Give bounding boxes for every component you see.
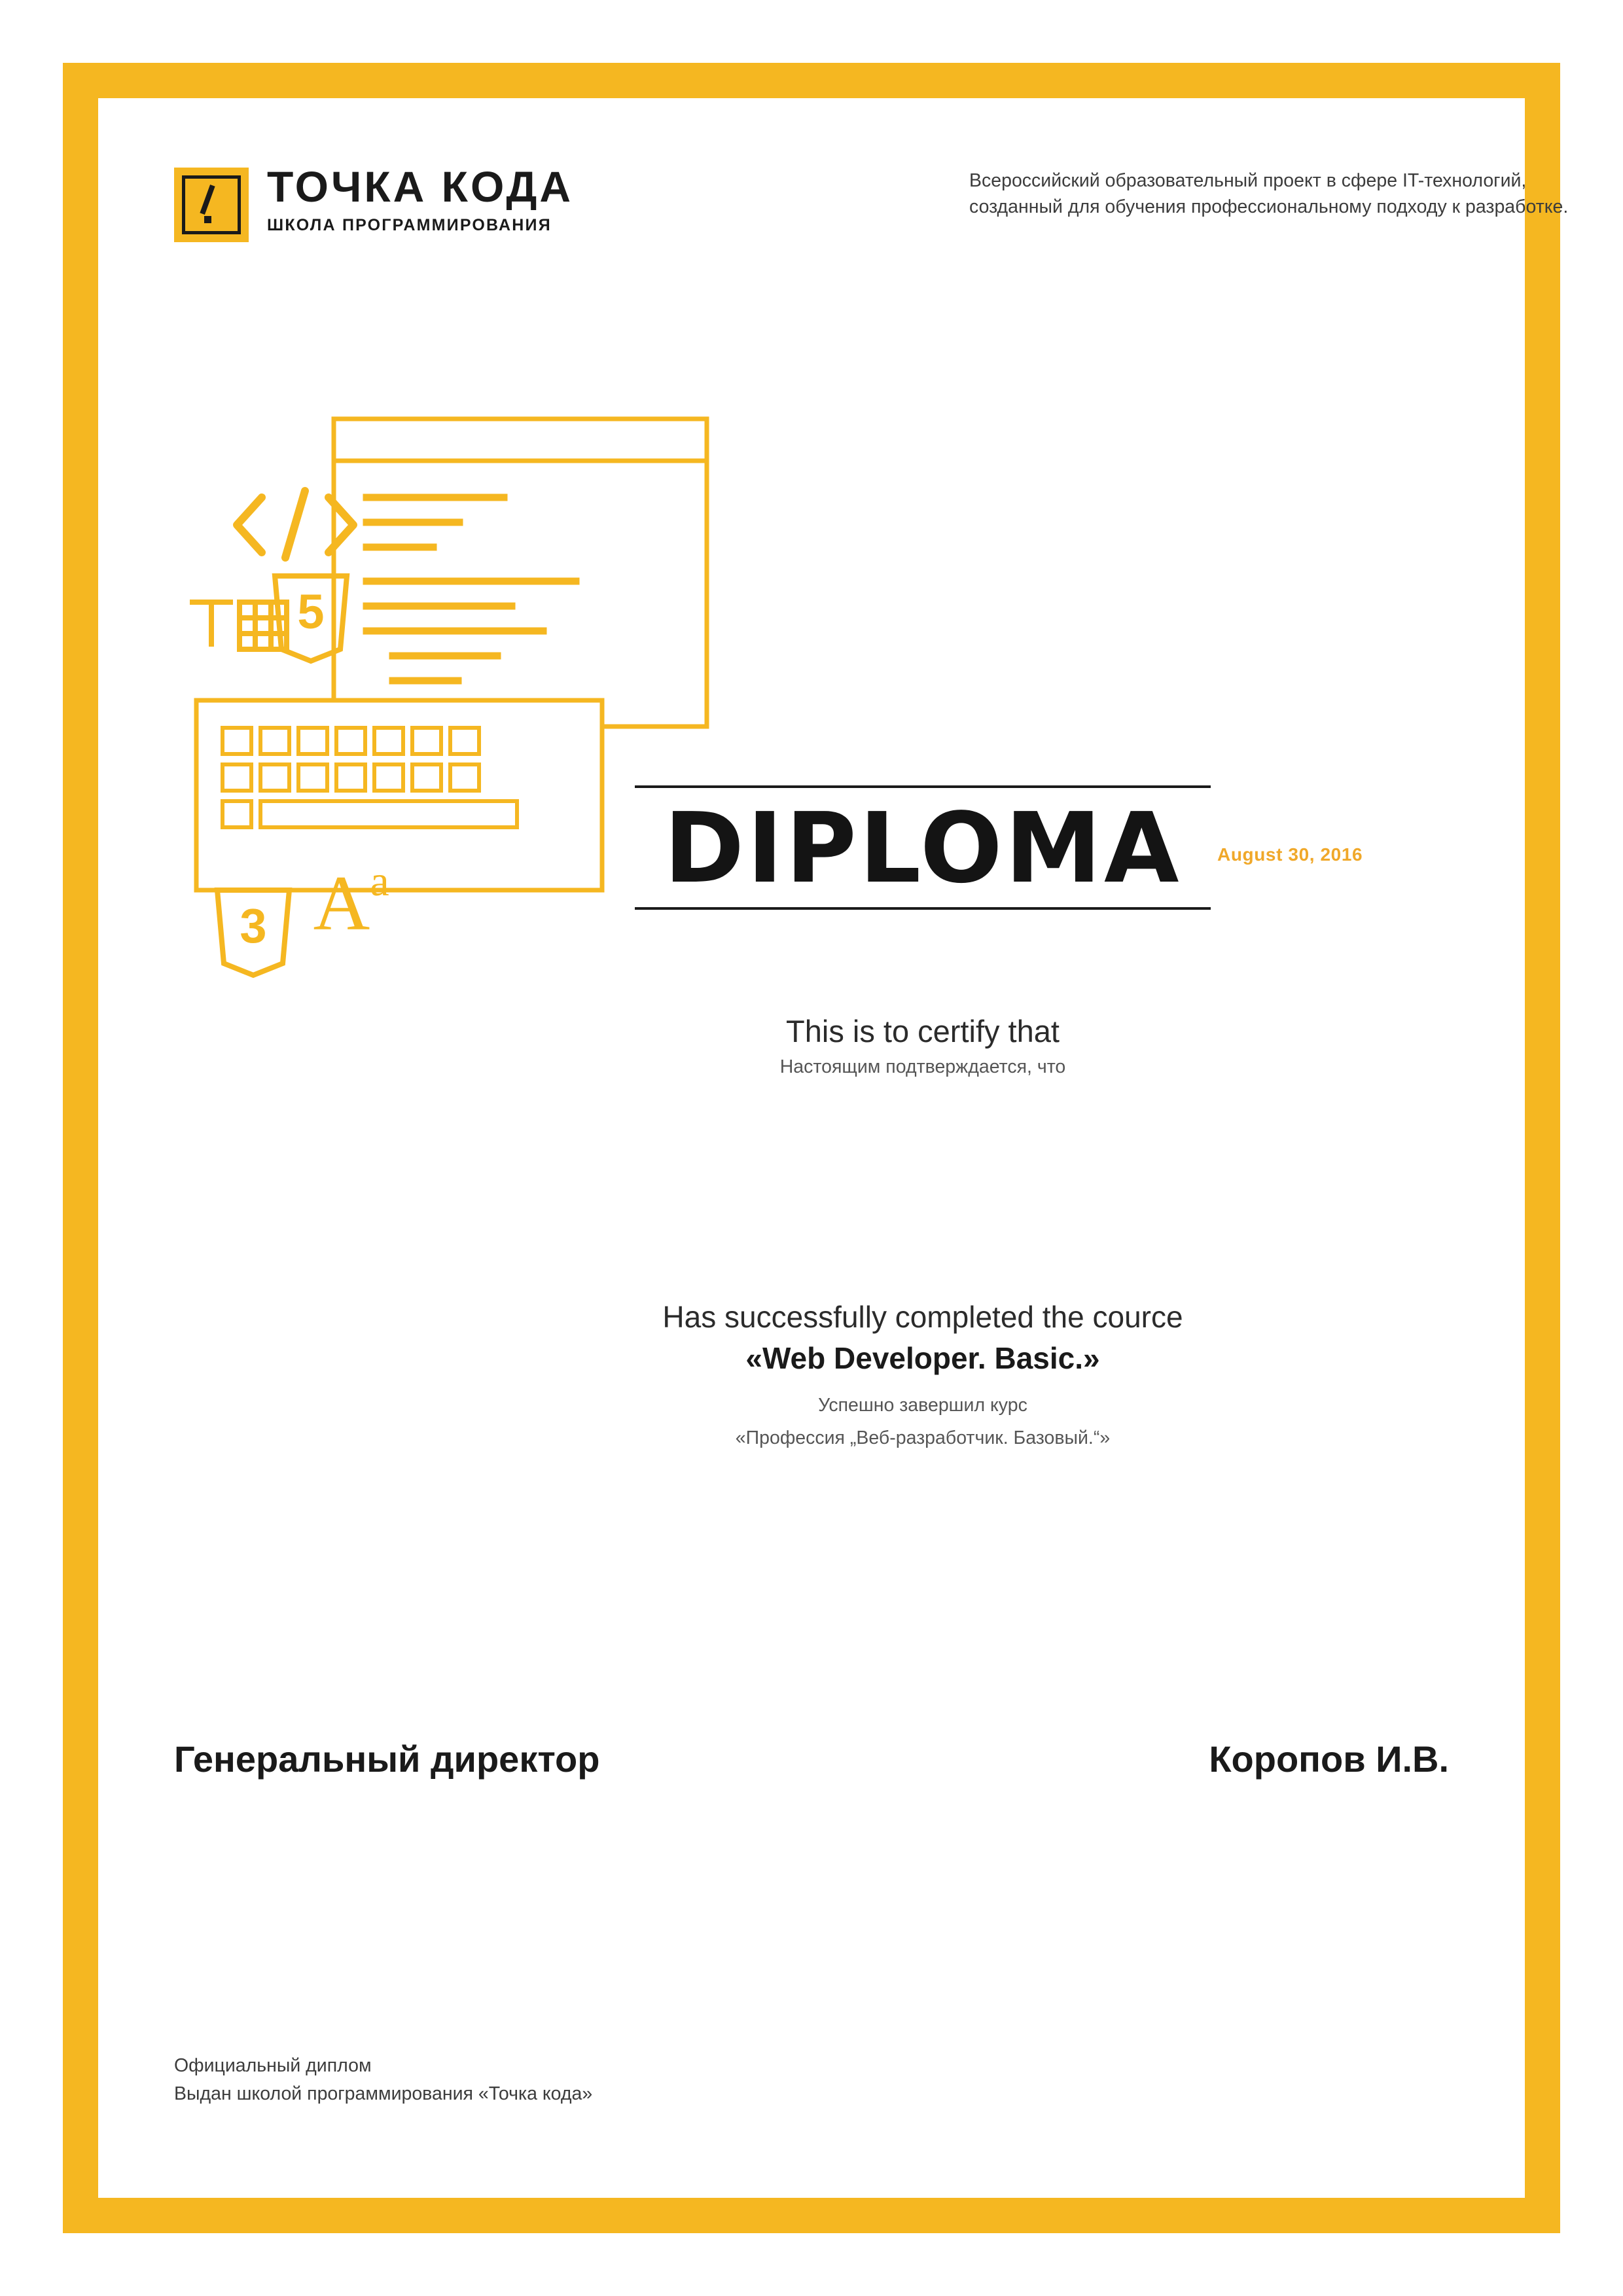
footer-line-2: Выдан школой программирования «Точка кода» (174, 2083, 593, 2104)
svg-text:a: a (370, 857, 389, 905)
diploma-title: DIPLOMA (664, 792, 1182, 905)
course-line-ru: Успешно завершил курс (818, 1395, 1027, 1416)
signatory-name: Коропов И.В. (1209, 1738, 1449, 1780)
recipient-name (628, 1185, 1217, 1230)
footer-line-1: Официальный диплом (174, 2055, 372, 2076)
certify-text-ru: Настоящим подтверждается, что (779, 1056, 1066, 1077)
course-title-en: «Web Developer. Basic.» (745, 1341, 1100, 1375)
footer (174, 2052, 592, 2108)
brand-logo-text (267, 162, 574, 235)
course-title-ru: «Профессия „Веб-разработчик. Базовый.“» (735, 1427, 1111, 1448)
organization-description: Всероссийский образовательный проект в сфере IT-технологий, созданный для обучения профессиональному подходу к разработке. (969, 170, 1569, 218)
course-line-en: Has successfully completed the cource (662, 1300, 1183, 1334)
brand-logo (174, 162, 574, 242)
brand-subtitle: ШКОЛА ПРОГРАММИРОВАНИЯ (267, 216, 552, 234)
signatory-role: Генеральный директор (174, 1738, 600, 1780)
diploma-title-block (628, 785, 1217, 910)
title-rule-bottom (635, 907, 1211, 910)
svg-text:A: A (313, 859, 370, 946)
title-rule-top (635, 785, 1211, 788)
brand-title: ТОЧКА КОДА (267, 162, 574, 211)
svg-text:5: 5 (297, 584, 325, 639)
certify-text-en: This is to certify that (786, 1014, 1060, 1049)
tochka-koda-logo-mark-icon (174, 168, 249, 242)
header (174, 162, 1569, 283)
issue-date: August 30, 2016 (1217, 844, 1363, 865)
coding-illustration (177, 406, 949, 1060)
svg-text:3: 3 (240, 899, 267, 953)
